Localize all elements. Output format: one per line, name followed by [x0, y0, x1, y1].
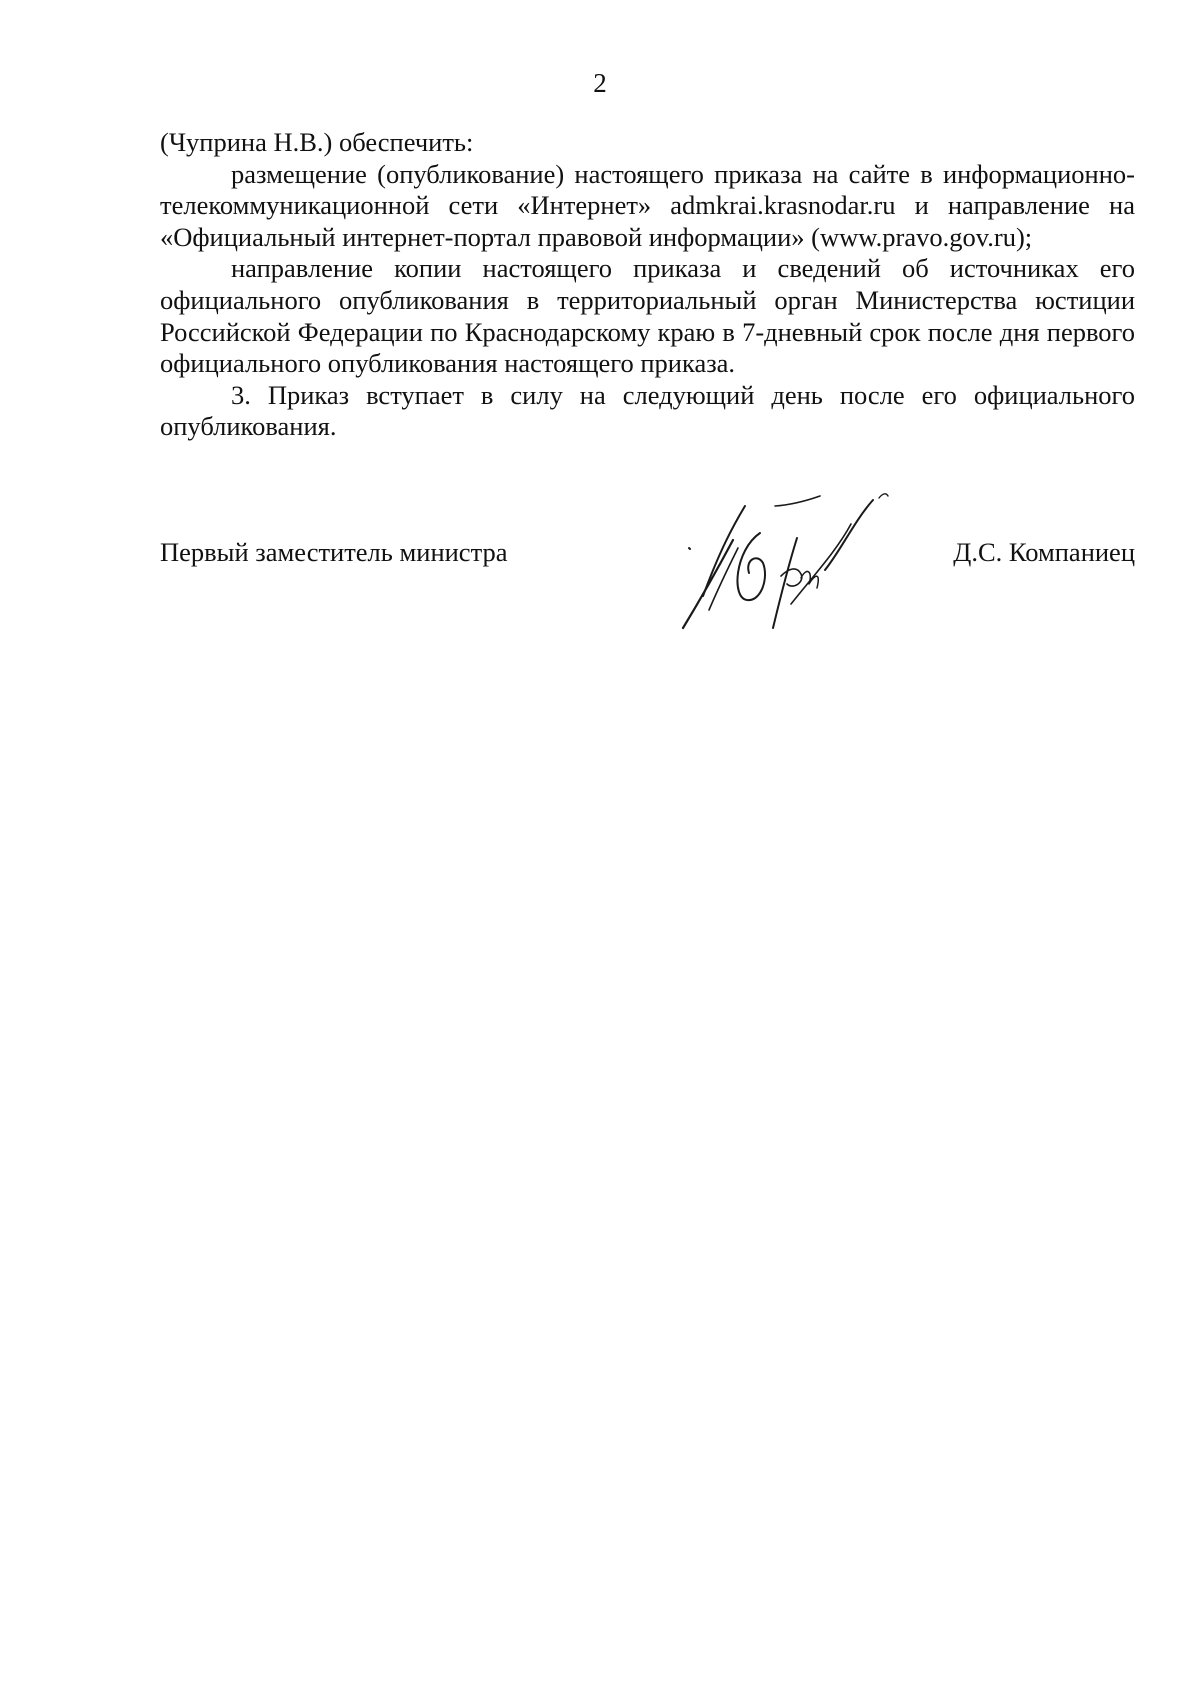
paragraph-ministry-copy: направление копии настоящего приказа и сведений об источниках его официального опубликования в территориальный орган Министерства юстиции Российской Федерации по Краснодарскому краю в 7-дневный срок после дня первого официального опубликования настоящего приказа.: [160, 253, 1135, 379]
signature-block: [160, 537, 1135, 577]
signatory-position: Первый заместитель министра: [160, 537, 508, 567]
page-number: 2: [593, 68, 607, 98]
document-body: [160, 127, 1135, 443]
handwritten-signature-icon: [665, 478, 925, 643]
paragraph-publication: размещение (опубликование) настоящего приказа на сайте в информационно-телекоммуникационной сети «Интернет» admkrai.krasnodar.ru и направление на «Официальный интернет-портал правовой информации» (www.pravo.gov.ru);: [160, 158, 1135, 252]
paragraph-entry-into-force: 3. Приказ вступает в силу на следующий день после его официального опубликования.: [160, 379, 1135, 442]
signatory-name: Д.С. Компаниец: [953, 537, 1135, 567]
paragraph-responsible: (Чуприна Н.В.) обеспечить:: [160, 127, 474, 157]
